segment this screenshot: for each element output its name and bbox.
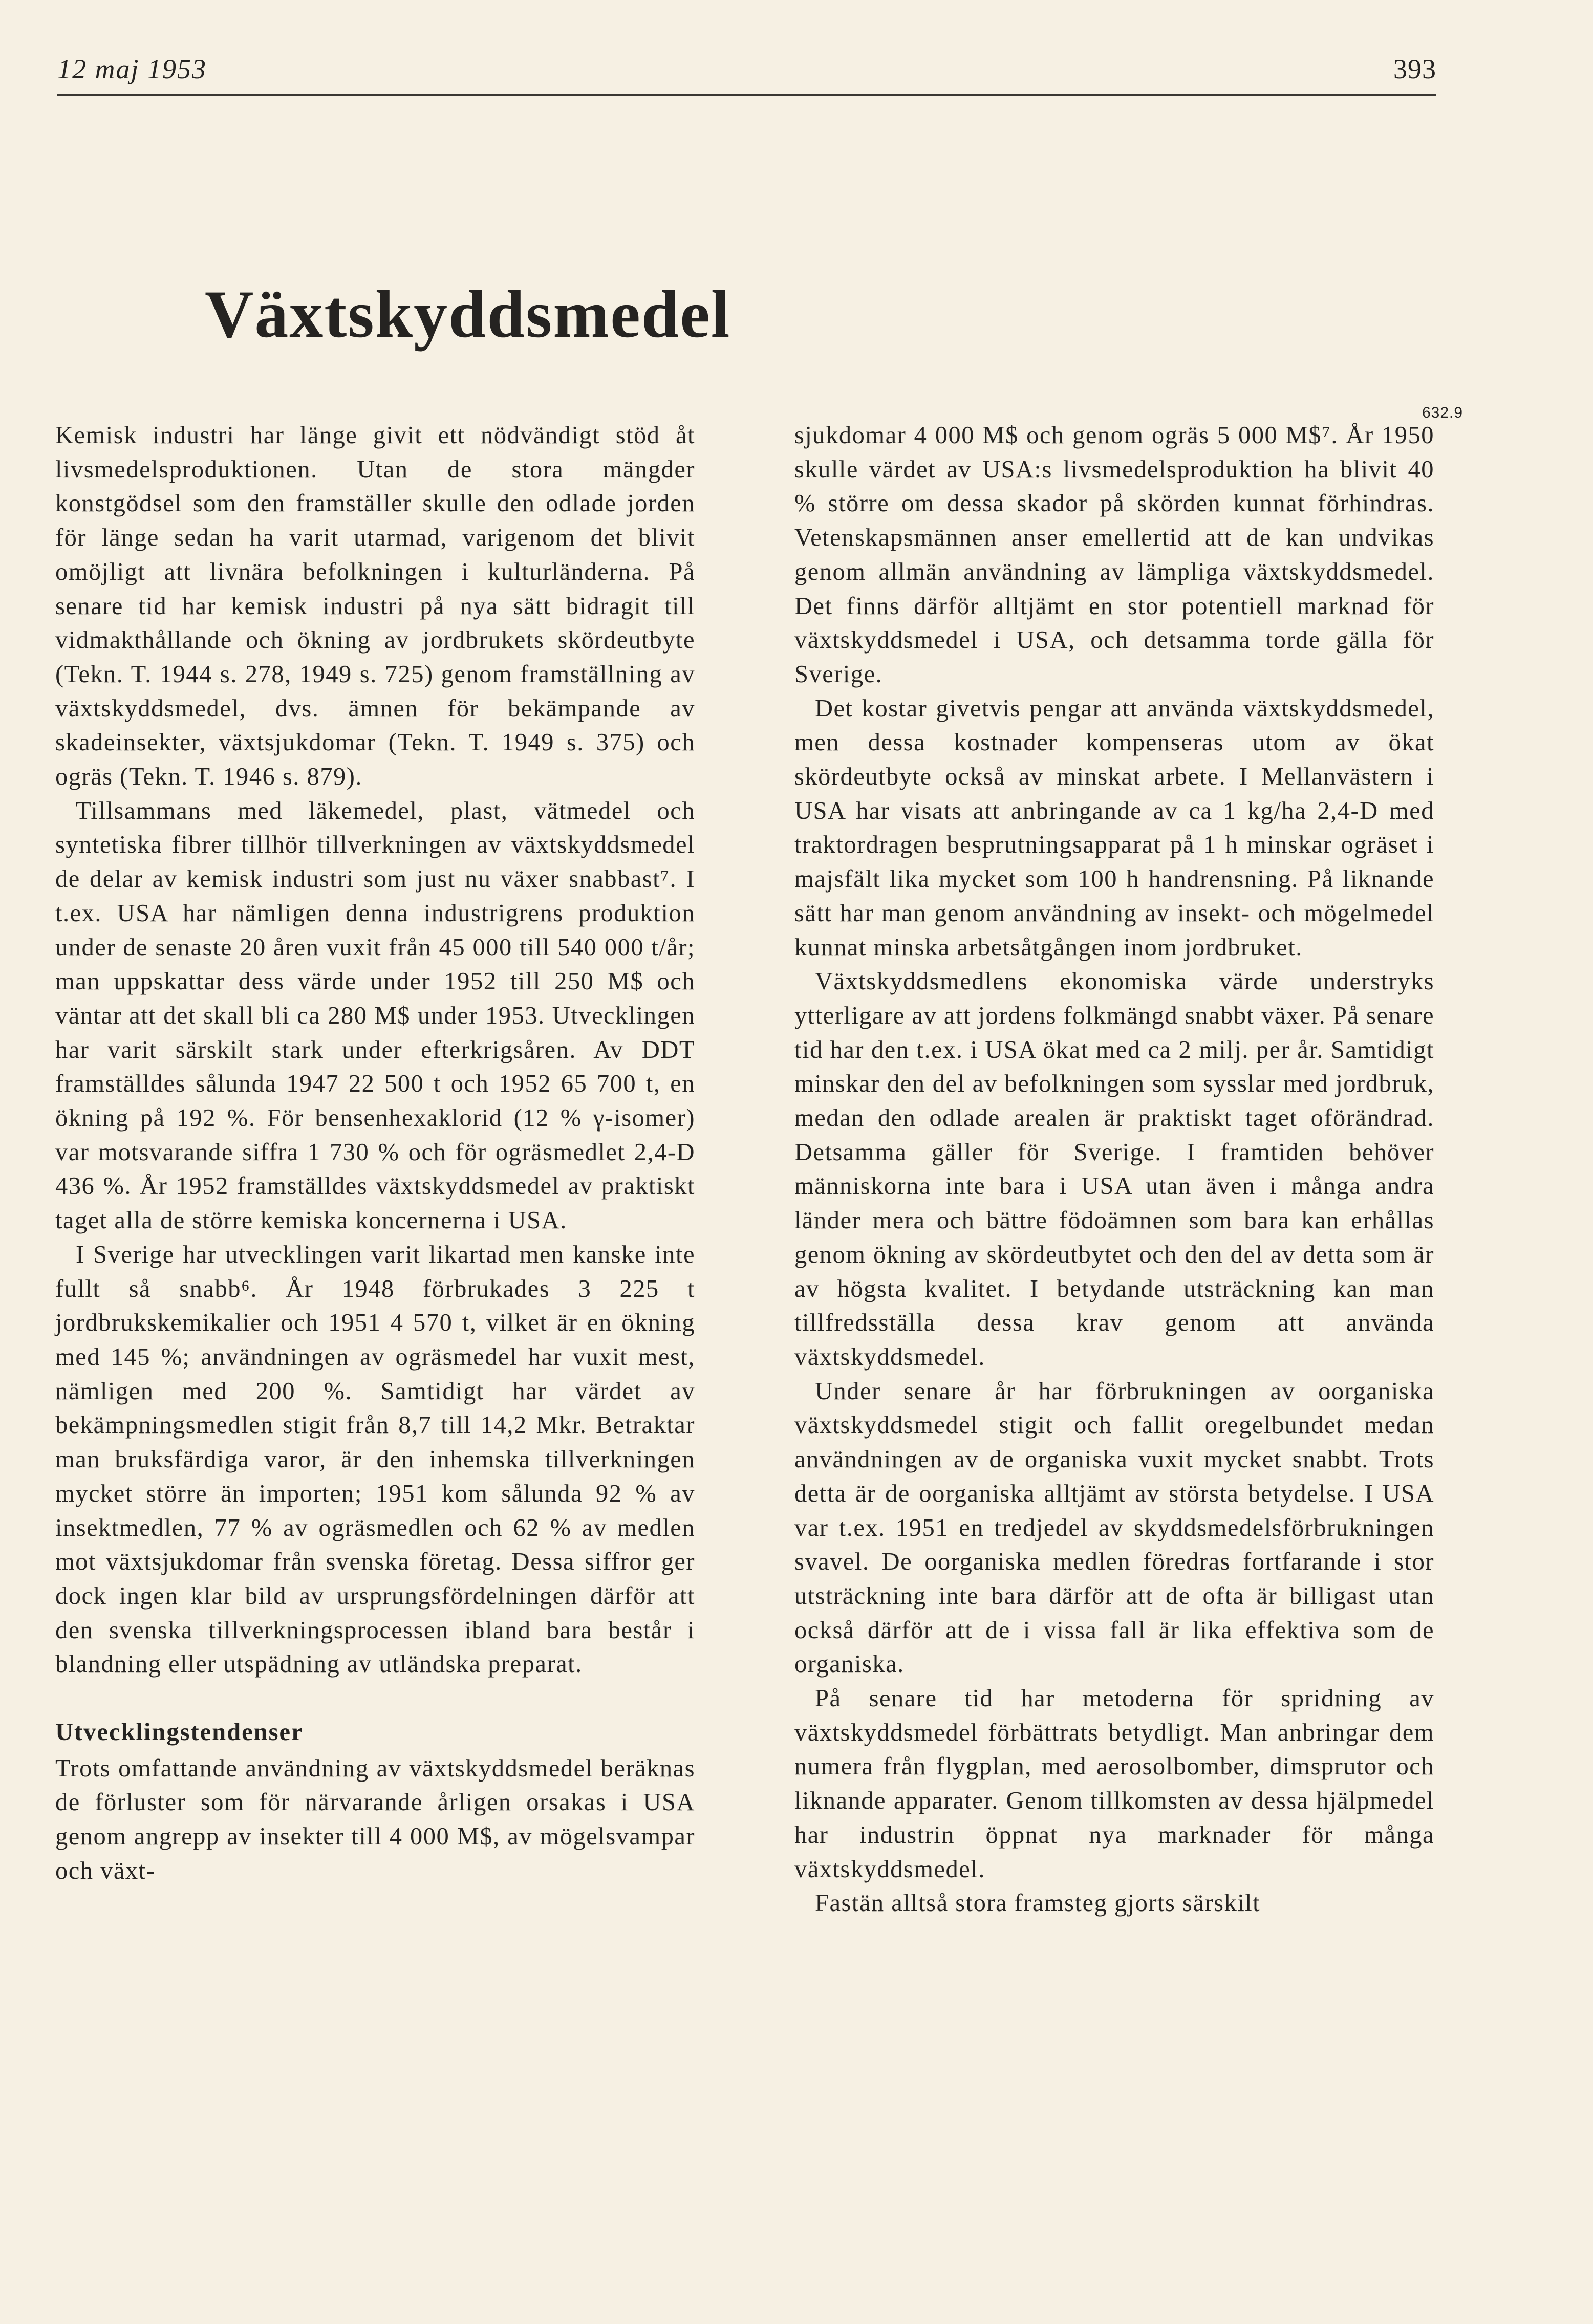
paragraph: sjukdomar 4 000 M$ och genom ogräs 5 000 M$⁷. År 1950 skulle värdet av USA:s livsmedelsproduktion ha blivit 40 % större om dessa skador på skörden kunnat förhindras. Vetenskapsmännen anser emellertid att de kan undvikas genom allmän användning av lämpliga växtskyddsmedel. Det finns därför alltjämt en stor potentiell marknad för växtskyddsmedel i USA, och detsamma torde gälla för Sverige. <box>794 422 1434 688</box>
paragraph: Växtskyddsmedlens ekonomiska värde understryks ytterligare av att jordens folkmängd snabbt växer. På senare tid har den t.ex. i USA ökat med ca 2 milj. per år. Samtidigt minskar den del av befolkningen som sysslar med jordbruk, medan den odlade arealen är praktiskt taget oförändrad. Detsamma gäller för Sverige. I framtiden behöver människorna inte bara i USA utan även i många andra länder mera och bättre födoämnen som bara kan erhållas genom ökning av skördeutbytet och den del av detta som är av högsta kvalitet. I betydande utsträckning kan man tillfredsställa dessa krav genom att använda växtskyddsmedel. <box>794 968 1434 1371</box>
paragraph: Kemisk industri har länge givit ett nödvändigt stöd åt livsmedelsproduktionen. Utan de stora mängder konstgödsel som den framställer skulle den odlade jorden för länge sedan ha varit utarmad, varigenom det blivit omöjligt att livnära befolkningen i kulturländerna. På senare tid har kemisk industri på nya sätt bidragit till vidmakthållande och ökning av jordbrukets skördeutbyte (Tekn. T. 1944 s. 278, 1949 s. 725) genom framställning av växtskyddsmedel, dvs. ämnen för bekämpande av skadeinsekter, växtsjukdomar (Tekn. T. 1949 s. 375) och ogräs (Tekn. T. 1946 s. 879). <box>55 422 695 791</box>
running-head <box>57 47 1436 96</box>
right-column <box>794 419 1434 1921</box>
classification-number: 632.9 <box>1422 404 1463 421</box>
paragraph: Tillsammans med läkemedel, plast, vätmedel och syntetiska fibrer tillhör tillverkningen av växtskyddsmedel de delar av kemisk industri som just nu växer snabbast⁷. I t.ex. USA har nämligen denna industrigrens produktion under de senaste 20 åren vuxit från 45 000 till 540 000 t/år; man uppskattar dess värde under 1952 till 250 M$ och väntar att det skall bli ca 280 M$ under 1953. Utvecklingen har varit särskilt stark under efterkrigsåren. Av DDT framställdes sålunda 1947 22 500 t och 1952 65 700 t, en ökning på 192 %. För bensenhexaklorid (12 % γ-isomer) var motsvarande siffra 1 730 % och för ogräsmedlet 2,4-D 436 %. År 1952 framställdes växtskyddsmedel av praktiskt taget alla de större kemiska koncernerna i USA. <box>55 797 695 1234</box>
page-number: 393 <box>1393 54 1436 84</box>
paragraph: Fastän alltså stora framsteg gjorts särskilt <box>815 1889 1261 1917</box>
issue-date: 12 maj 1953 <box>57 54 207 84</box>
article-title: Växtskyddsmedel <box>205 276 731 352</box>
paragraph: Under senare år har förbrukningen av oorganiska växtskyddsmedel stigit och fallit oregelbundet medan användningen av de organiska vuxit mycket snabbt. Trots detta är de oorganiska alltjämt av största betydelse. I USA var t.ex. 1951 en tredjedel av skyddsmedelsförbrukningen svavel. De oorganiska medlen föredras fortfarande i stor utsträckning inte bara därför att de ofta är billigast utan också därför att de i vissa fall är lika effektiva som de organiska. <box>794 1377 1434 1678</box>
paragraph: I Sverige har utvecklingen varit likartad men kanske inte fullt så snabb⁶. År 1948 förbrukades 3 225 t jordbrukskemikalier och 1951 4 570 t, vilket är en ökning med 145 %; användningen av ogräsmedel har vuxit mest, nämligen med 200 %. Samtidigt har värdet av bekämpningsmedlen stigit från 8,7 till 14,2 Mkr. Betraktar man bruksfärdiga varor, är den inhemska tillverkningen mycket större än importen; 1951 kom sålunda 92 % av insektmedlen, 77 % av ogräsmedlen och 62 % av medlen mot växtsjukdomar från svenska företag. Dessa siffror ger dock ingen klar bild av ursprungsfördelningen därför att den svenska tillverkningsprocessen ibland bara består i blandning eller utspädning av utländska preparat. <box>55 1241 695 1678</box>
paragraph: Det kostar givetvis pengar att använda växtskyddsmedel, men dessa kostnader kompenseras utom av ökat skördeutbyte också av minskat arbete. I Mellanvästern i USA har visats att anbringande av ca 1 kg/ha 2,4-D med traktordragen besprutningsapparat på 1 h minskar ogräset i majsfält lika mycket som 100 h handrensning. På liknande sätt har man genom användning av insekt- och mögelmedel kunnat minska arbetsåtgången inom jordbruket. <box>794 694 1434 961</box>
paragraph: På senare tid har metoderna för spridning av växtskyddsmedel förbättrats betydligt. Man anbringar dem numera från flygplan, med aerosolbomber, dimsprutor och liknande apparater. Genom tillkomsten av dessa hjälpmedel har industrin öppnat nya marknader för många växtskyddsmedel. <box>794 1685 1434 1883</box>
left-column <box>55 419 695 1888</box>
paragraph: Trots omfattande användning av växtskyddsmedel beräknas de förluster som för närvarande årligen orsakas i USA genom angrepp av insekter till 4 000 M$, av mögelsvampar och växt- <box>55 1754 695 1884</box>
section-heading: Utvecklingstendenser <box>55 1719 304 1746</box>
